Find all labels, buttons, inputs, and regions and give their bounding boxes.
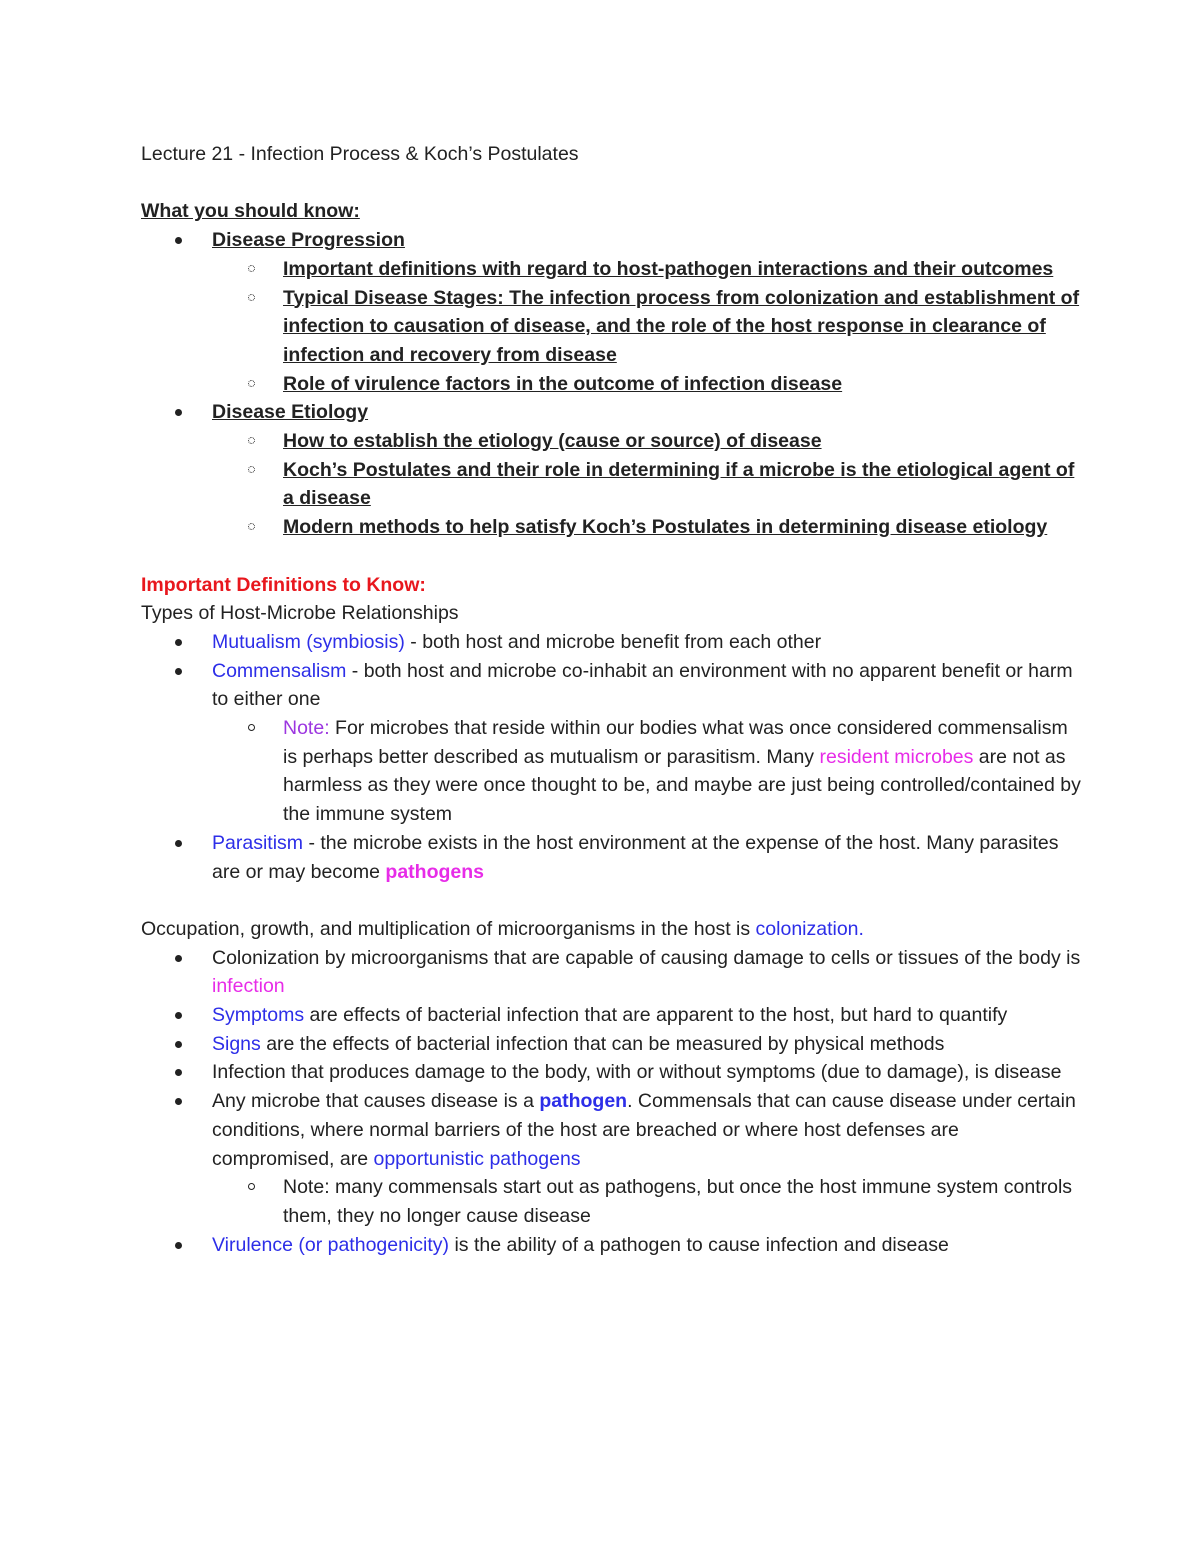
- signs-item: Signs are the effects of bacterial infection that can be measured by physical methods: [141, 1030, 1081, 1059]
- commensalism-term: Commensalism: [212, 659, 347, 682]
- commensalism-note: Note: For microbes that reside within our bodies what was once considered commensalism is perhaps better described as mutualism or parasitism. Many resident microbes are not as harmless as they were once thought to be, and maybe are just being controlled/contained by the immune system: [212, 714, 1081, 829]
- commensalism-item: Commensalism - both host and microbe co-inhabit an environment with no apparent benefit or harm to either one Note: For microbes that reside within our bodies what was once considered commensalism is perhaps better described as mutualism or parasitism. Many resident microbes are not as harmless as they were once thought to be, and maybe are just being controlled/contained by the immune system: [141, 657, 1081, 829]
- symptoms-term: Symptoms: [212, 1004, 305, 1027]
- progression-sublist: [212, 255, 1081, 399]
- note-label: Note:: [283, 717, 330, 740]
- virulence-term: Virulence (or pathogenicity): [212, 1233, 450, 1256]
- etiology-sublist: [212, 427, 1081, 542]
- colonization-line: Occupation, growth, and multiplication of microorganisms in the host is colonization.: [141, 917, 864, 940]
- spacer: [141, 542, 1081, 571]
- infection-term: infection: [212, 975, 285, 998]
- progression-label: Disease Progression: [212, 229, 405, 252]
- what-you-should-know-heading: What you should know:: [141, 200, 360, 223]
- lecture-title: Lecture 21 - Infection Process & Koch’s Postulates: [141, 143, 579, 165]
- pathogen-term: pathogen: [539, 1090, 628, 1113]
- signs-term: Signs: [212, 1032, 261, 1055]
- colonization-term: colonization.: [755, 917, 864, 940]
- progression-item: Typical Disease Stages: The infection process from colonization and establishment of infection to causation of disease, and the role of the host response in clearance of infection and recovery from disease: [212, 284, 1081, 370]
- parasitism-term: Parasitism: [212, 831, 304, 854]
- virulence-item: Virulence (or pathogenicity) is the ability of a pathogen to cause infection and disease: [141, 1231, 1081, 1260]
- know-list: [141, 226, 1081, 542]
- definitions-heading: Important Definitions to Know:: [141, 573, 426, 596]
- know-item-etiology: [141, 398, 1081, 542]
- mutualism-item: Mutualism (symbiosis) - both host and microbe benefit from each other: [141, 628, 1081, 657]
- relationships-heading: Types of Host-Microbe Relationships: [141, 602, 459, 625]
- etiology-item: Modern methods to help satisfy Koch’s Postulates in determining disease etiology: [212, 513, 1081, 542]
- document-body: [141, 140, 1081, 1259]
- pathogen-sublist: [212, 1173, 1081, 1230]
- pathogen-item: Any microbe that causes disease is a pathogen. Commensals that can cause disease under certain conditions, where normal barriers of the host are breached or where host defenses are compromised, are opportunistic pathogens Note: many commensals start out as pathogens, but once the host immune system controls them, they no longer cause disease: [141, 1087, 1081, 1231]
- etiology-item: How to establish the etiology (cause or source) of disease: [212, 427, 1081, 456]
- opportunistic-pathogens-term: opportunistic pathogens: [373, 1147, 581, 1170]
- colonization-list: [141, 944, 1081, 1260]
- progression-item: Role of virulence factors in the outcome of infection disease: [212, 370, 1081, 399]
- disease-item: Infection that produces damage to the body, with or without symptoms (due to damage), is disease: [141, 1058, 1081, 1087]
- etiology-item: Koch’s Postulates and their role in determining if a microbe is the etiological agent of a disease: [212, 456, 1081, 513]
- progression-item: Important definitions with regard to host-pathogen interactions and their outcomes: [212, 255, 1081, 284]
- relationships-list: [141, 628, 1081, 886]
- symptoms-item: Symptoms are effects of bacterial infection that are apparent to the host, but hard to quantify: [141, 1001, 1081, 1030]
- know-item-progression: [141, 226, 1081, 398]
- spacer: [141, 886, 1081, 915]
- pathogens-term: pathogens: [385, 860, 484, 883]
- infection-item: Colonization by microorganisms that are capable of causing damage to cells or tissues of the body is infection: [141, 944, 1081, 1001]
- parasitism-item: Parasitism - the microbe exists in the host environment at the expense of the host. Many parasites are or may become pathogens: [141, 829, 1081, 886]
- etiology-label: Disease Etiology: [212, 401, 369, 424]
- commensalism-sublist: [212, 714, 1081, 829]
- resident-microbes-term: resident microbes: [819, 745, 974, 768]
- pathogen-note: Note: many commensals start out as pathogens, but once the host immune system controls them, they no longer cause disease: [212, 1173, 1081, 1230]
- mutualism-term: Mutualism (symbiosis): [212, 630, 405, 653]
